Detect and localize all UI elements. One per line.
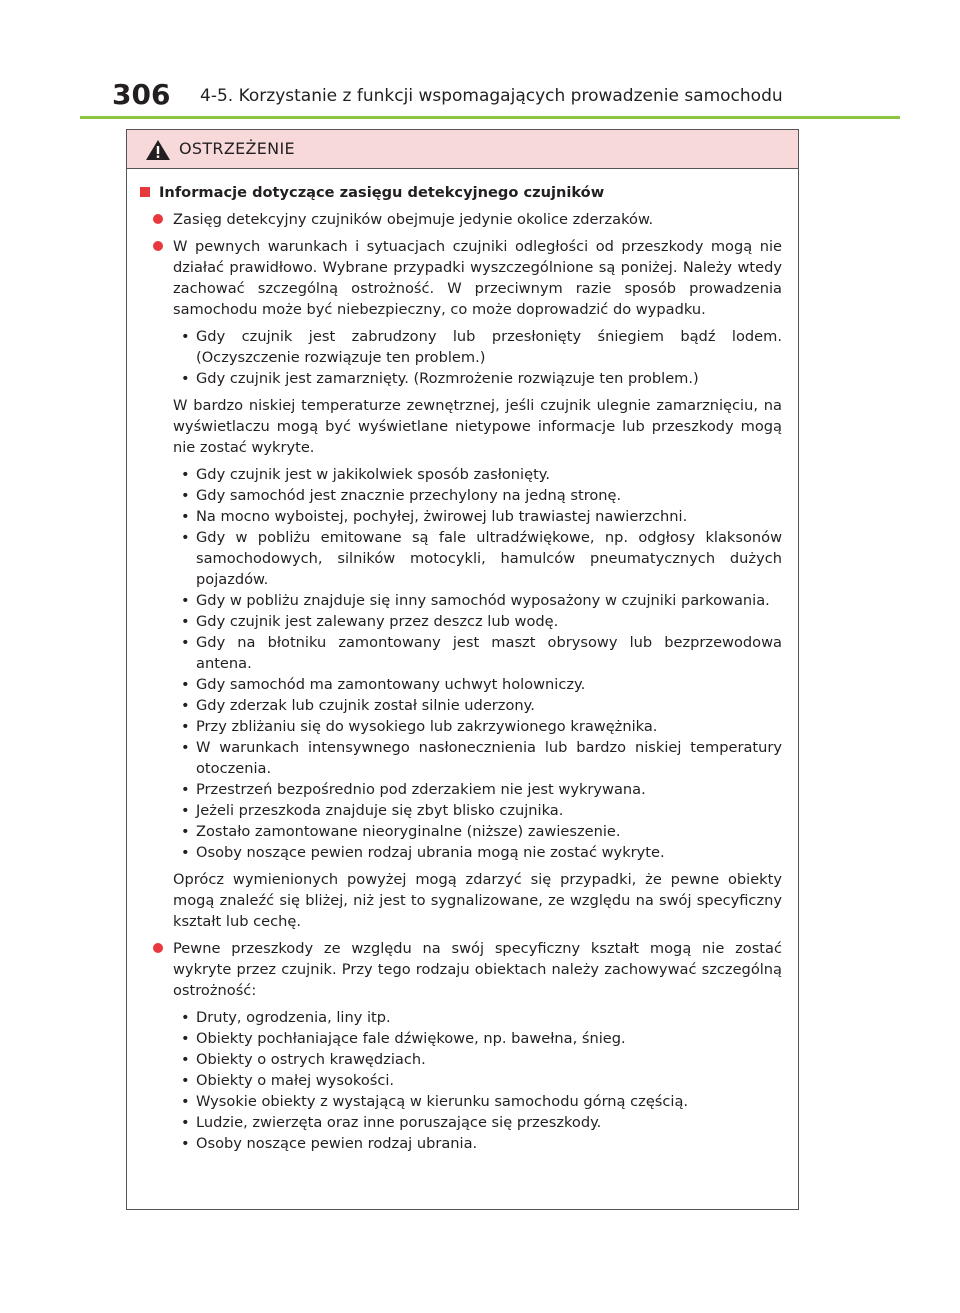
point-text: Zasięg detekcyjny czujników obejmuje jedynie okolice zderzaków. <box>173 211 654 228</box>
sub-list-item <box>181 1007 782 1028</box>
sub-list-item-text: Obiekty o małej wysokości. <box>196 1072 395 1089</box>
sub-list-item <box>181 695 782 716</box>
bullet-mark: • <box>181 370 190 387</box>
dot-bullet-icon <box>153 214 163 224</box>
sub-list-item-text: Gdy samochód ma zamontowany uchwyt holowniczy. <box>196 676 586 693</box>
sub-list-item-text: Osoby noszące pewien rodzaj ubrania. <box>196 1135 478 1152</box>
bullet-mark: • <box>181 1093 190 1110</box>
dot-bullet-icon <box>153 943 163 953</box>
page-number: 306 <box>112 78 171 111</box>
page-header <box>112 78 900 118</box>
sub-list-item <box>181 611 782 632</box>
bullet-mark: • <box>181 1114 190 1131</box>
bullet-mark: • <box>181 844 190 861</box>
section-heading-text: Informacje dotyczące zasięgu detekcyjnego czujników <box>159 184 605 201</box>
sub-list-item-text: Przestrzeń bezpośrednio pod zderzakiem nie jest wykrywana. <box>196 781 646 798</box>
bullet-mark: • <box>181 676 190 693</box>
note-b: Oprócz wymienionych powyżej mogą zdarzyć się przypadki, że pewne obiekty mogą znaleźć się bliżej, niż jest to sygnalizowane, ze względu na swój specyficzny kształt lub cechę. <box>173 871 782 930</box>
sub-list-item-text: W warunkach intensywnego nasłonecznienia lub bardzo niskiej temperatury otoczenia. <box>196 739 782 777</box>
sub-list-item <box>181 779 782 800</box>
warning-header <box>127 130 798 169</box>
sub-list-item <box>181 1133 782 1154</box>
sub-list-item <box>181 1070 782 1091</box>
list-item <box>137 236 782 320</box>
sub-list-item-text: Obiekty o ostrych krawędziach. <box>196 1051 426 1068</box>
sub-list-item <box>181 506 782 527</box>
sub-list-item-text: Obiekty pochłaniające fale dźwiękowe, np. bawełna, śnieg. <box>196 1030 626 1047</box>
sub-list-item-text: Gdy w pobliżu emitowane są fale ultradźwiękowe, np. odgłosy klaksonów samochodowych, silników motocykli, hamulców pneumatycznych dużych pojazdów. <box>196 529 782 588</box>
bullet-mark: • <box>181 328 190 345</box>
warning-title: OSTRZEŻENIE <box>179 139 295 158</box>
sub-list-item-text: Gdy na błotniku zamontowany jest maszt obrysowy lub bezprzewodowa antena. <box>196 634 782 672</box>
bullet-mark: • <box>181 487 190 504</box>
bullet-mark: • <box>181 592 190 609</box>
sub-list-item-text: Osoby noszące pewien rodzaj ubrania mogą nie zostać wykryte. <box>196 844 665 861</box>
sub-list-item-text: Gdy czujnik jest w jakikolwiek sposób zasłonięty. <box>196 466 550 483</box>
sub-list-item-text: Druty, ogrodzenia, liny itp. <box>196 1009 391 1026</box>
sub-list-item <box>181 1091 782 1112</box>
warning-content <box>127 168 798 1160</box>
list-item <box>137 938 782 1001</box>
sub-list-item-text: Na mocno wyboistej, pochyłej, żwirowej lub trawiastej nawierzchni. <box>196 508 688 525</box>
bullet-mark: • <box>181 508 190 525</box>
sub-list-item <box>181 326 782 368</box>
sub-list-item-text: Gdy w pobliżu znajduje się inny samochód wyposażony w czujniki parkowania. <box>196 592 770 609</box>
bullet-mark: • <box>181 1051 190 1068</box>
bullet-mark: • <box>181 1135 190 1152</box>
sub-list-item <box>181 368 782 389</box>
bullet-mark: • <box>181 823 190 840</box>
bullet-mark: • <box>181 1030 190 1047</box>
sub-list-item <box>181 485 782 506</box>
list-item <box>137 209 782 230</box>
sub-list-item <box>181 1049 782 1070</box>
sub-list-item-text: Gdy zderzak lub czujnik został silnie uderzony. <box>196 697 535 714</box>
sub-list-item-text: Ludzie, zwierzęta oraz inne poruszające się przeszkody. <box>196 1114 602 1131</box>
section-title: 4-5. Korzystanie z funkcji wspomagających prowadzenie samochodu <box>200 86 783 106</box>
sub-list-b <box>137 464 782 869</box>
bullet-mark: • <box>181 634 190 651</box>
sub-list-item <box>181 1112 782 1133</box>
sub-list-item-text: Gdy czujnik jest zalewany przez deszcz lub wodę. <box>196 613 559 630</box>
sub-list-item <box>181 464 782 485</box>
sub-list-item <box>181 842 782 863</box>
sub-list-item-text: Wysokie obiekty z wystającą w kierunku samochodu górną częścią. <box>196 1093 689 1110</box>
sub-list-a <box>137 326 782 395</box>
bullet-mark: • <box>181 613 190 630</box>
sub-list-item-text: Gdy czujnik jest zabrudzony lub przesłonięty śniegiem bądź lodem. (Oczyszczenie rozwiązuje ten problem.) <box>196 328 782 366</box>
header-rule <box>80 116 900 119</box>
sub-list-item-text: Gdy samochód jest znacznie przechylony na jedną stronę. <box>196 487 622 504</box>
sub-list-item-text: Gdy czujnik jest zamarznięty. (Rozmrożenie rozwiązuje ten problem.) <box>196 370 699 387</box>
sub-list-item-text: Przy zbliżaniu się do wysokiego lub zakrzywionego krawężnika. <box>196 718 658 735</box>
sub-list-item <box>181 527 782 590</box>
sub-list-item <box>181 716 782 737</box>
sub-list-item <box>181 674 782 695</box>
point-text: W pewnych warunkach i sytuacjach czujniki odległości od przeszkody mogą nie działać prawidłowo. Wybrane przypadki wyszczególnione są poniżej. Należy wtedy zachować szczególną ostrożność. W przeciwnym razie sposób prowadzenia samochodu może być niebezpieczny, co może doprowadzić do wypadku. <box>173 238 782 318</box>
sub-list-item <box>181 800 782 821</box>
sub-list-item <box>181 632 782 674</box>
bullet-mark: • <box>181 466 190 483</box>
bullet-mark: • <box>181 781 190 798</box>
sub-list-item <box>181 1028 782 1049</box>
sub-list-item-text: Jeżeli przeszkoda znajduje się zbyt blisko czujnika. <box>196 802 564 819</box>
bullet-mark: • <box>181 697 190 714</box>
bullet-mark: • <box>181 718 190 735</box>
dot-bullet-icon <box>153 241 163 251</box>
square-bullet-icon <box>140 187 150 197</box>
sub-list-item <box>181 590 782 611</box>
bullet-mark: • <box>181 1009 190 1026</box>
sub-list-item <box>181 737 782 779</box>
section-heading <box>137 182 782 203</box>
sub-list-item-text: Zostało zamontowane nieoryginalne (niższe) zawieszenie. <box>196 823 621 840</box>
note-a: W bardzo niskiej temperaturze zewnętrznej, jeśli czujnik ulegnie zamarznięciu, na wyświetlaczu mogą być wyświetlane nietypowe informacje lub przeszkody mogą nie zostać wykryte. <box>173 397 782 456</box>
bullet-mark: • <box>181 739 190 756</box>
warning-triangle-icon <box>145 139 171 161</box>
sub-list-item <box>181 821 782 842</box>
point-text: Pewne przeszkody ze względu na swój specyficzny kształt mogą nie zostać wykryte przez czujnik. Przy tego rodzaju obiektach należy zachowywać szczególną ostrożność: <box>173 940 782 999</box>
bullet-mark: • <box>181 529 190 546</box>
bullet-mark: • <box>181 802 190 819</box>
warning-box <box>126 129 799 1210</box>
bullet-mark: • <box>181 1072 190 1089</box>
sub-list-c <box>137 1007 782 1160</box>
